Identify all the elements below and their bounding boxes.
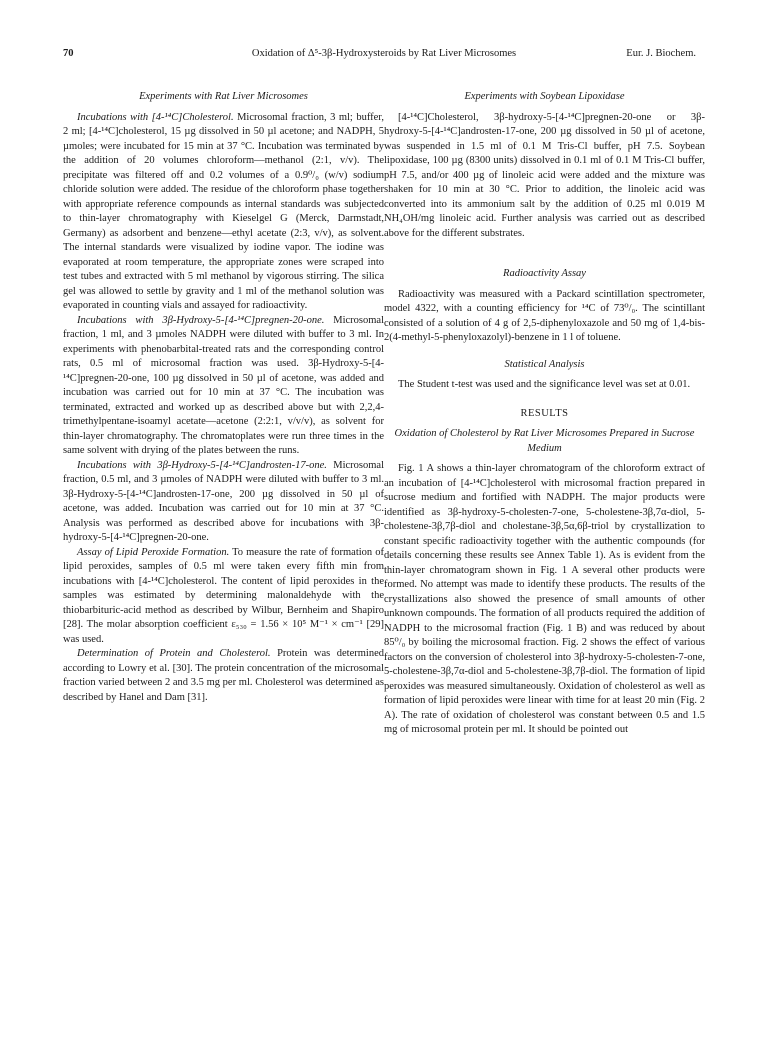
run-in-heading: Determination of Protein and Cholesterol. [77, 648, 271, 659]
section-heading-radioactivity: Radioactivity Assay [503, 268, 586, 279]
paragraph-statistics: The Student t-test was used and the significance level was set at 0.01. [398, 379, 691, 390]
left-column [63, 90, 384, 705]
paragraph-lipid-peroxide-assay [63, 546, 384, 648]
section-heading-oxidation: Oxidation of Cholesterol by Rat Liver Microsomes Prepared in Sucrose Medium [394, 428, 695, 454]
section-heading-statistics: Statistical Analysis [504, 358, 585, 370]
right-column [384, 90, 705, 738]
paragraph-text: Protein was determined according to Lowry et al. [30]. The protein concentration of the microsomal fraction varied between 2 and 3.5 mg per ml. Cholesterol was determined as described by Hanel and Dam [31]. [63, 648, 384, 703]
run-in-heading: Incubations with 3β-Hydroxy-5-[4-¹⁴C]pregnen-20-one. [77, 314, 325, 326]
paragraph-radioactivity: Radioactivity was measured with a Packard scintillation spectrometer, model 4322, with a counting efficiency for ¹⁴C of 73⁰/₀. The scintillant consisted of a solution of 4 g of 2,5-diphenyloxazole and 50 mg of 1,4-bis-2(4-methyl-5-phenyloxazolyl)-benzene in 1 l of toluene. [384, 288, 705, 343]
paragraph-oxidation: Fig. 1 A shows a thin-layer chromatogram of the chloroform extract of an incubation of [4-¹⁴C]cholesterol with microsomal fraction prepared in sucrose medium and fortified with NADPH. The major products were identified as 3β-hydroxy-5-cholesten-7-one, 5-cholestene-3β,7α-diol, 5-cholestene-3β,7β-diol and cholestane-3β,5α,6β-triol by crystallization to constant specific radioactivity together with the authentic compounds (for details concerning these results see Annex Table 1). As is evident from the thin-layer chromatogram shown in Fig. 1 A several other products were formed. No attempt was made to identify these products. The results of the crystallizations also showed the presence of small amounts of other unknown compounds. The formation of all products required the addition of NADPH to the microsomal fraction (Fig. 1 B) and was reduced by about 85⁰/₀ by boiling the microsomal fraction. Fig. 2 shows the effect of various factors on the conversion of cholesterol into 3β-hydroxy-5-cholesten-7-one, 5-cholestene-3β,7α-diol and 5-cholestene-3β,7β-diol. The formation of lipid peroxides was measured simultaneously. Oxidation of cholesterol as well as formation of lipid peroxides were linear with time for at least 20 min (Fig. 2 A). The rate of oxidation of cholesterol was constant between 0.5 and 1.5 mg of microsomal protein per ml. It should be pointed out [384, 463, 705, 735]
page-header [0, 48, 768, 64]
page-number: 70 [63, 48, 74, 59]
paragraph-text: Microsomal fraction, 3 ml; buffer, 2 ml; [4-¹⁴C]cholesterol, 15 µg dissolved in 50 µl acetone; and NADPH, 5 µmoles; were incubated for 15 min at 37 °C. Incubation was terminated by the addition of 20 volumes chloroform—methanol (2:1, v/v). The precipitate was filtered off and 0.2 volumes of a 0.9⁰/₀ (w/v) sodium chloride solution were added. The residue of the chloroform phase together with appropriate reference compounds as internal standards was subjected to thin-layer chromatography with Kieselgel G (Merck, Darmstadt, Germany) as adsorbent and benzene—ethyl acetate (2:3, v/v), as solvent. The internal standards were visualized by iodine vapor. The iodine was evaporated at room temperature, the appropriate zones were scraped into test tubes and extracted with 5 ml methanol by vigorous stirring. The silica gel was allowed to settle by gravity and 1 ml of the methanol solution was evaporated in counting vials and assayed for radioactivity. [63, 111, 384, 311]
paragraph-androstenone-incubation [63, 459, 384, 546]
journal-name: Eur. J. Biochem. [626, 48, 696, 59]
paragraph-soybean: [4-¹⁴C]Cholesterol, 3β-hydroxy-5-[4-¹⁴C]pregnen-20-one or 3β-hydroxy-5-[4-¹⁴C]androsten-17-one, 200 µg dissolved in 50 µl of acetone, was suspended in 1.5 ml of 0.1 M Tris-Cl buffer, pH 7.5. Soybean lipoxidase, 100 µg (8300 units) dissolved in 0.1 ml of 0.1 M Tris-Cl buffer, pH 7.5, and/or 400 µg of linoleic acid were added and the mixture was shaken for 10 min at 30 °C. Prior to addition, the linoleic acid was converted into its ammonium salt by the addition of 0.25 ml 0.019 M NH₄OH/mg linoleic acid. Further analysis was carried out as described above for the different substrates. [384, 111, 705, 239]
run-in-heading: Incubations with [4-¹⁴C]Cholesterol. [77, 111, 234, 123]
paragraph-cholesterol-incubation [63, 111, 384, 314]
paragraph-pregnenolone-incubation [63, 314, 384, 459]
paragraph-text: To measure the rate of formation of lipid peroxides, samples of 0.5 ml were taken every fifth min from incubations with [4-¹⁴C]cholesterol. The content of lipid peroxides in the samples was estimated by determining malonaldehyde with the thiobarbituric-acid method as described by Wilbur, Bernheim and Shapiro [28]. The molar absorption coefficient ε₅₃₀ = 1.56 × 10⁵ M⁻¹ × cm⁻¹ [29] was used. [63, 546, 385, 645]
running-title: Oxidation of Δ⁵-3β-Hydroxysteroids by Rat Liver Microsomes [251, 48, 517, 59]
section-heading-soybean: Experiments with Soybean Lipoxidase [464, 91, 625, 102]
paragraph-text: Microsomal fraction, 0.5 ml, and 3 µmoles of NADPH were diluted with buffer to 3 ml. 3β-Hydroxy-5-[4-¹⁴C]androsten-17-one, 200 µg dissolved in 50 µl of acetone, was added. Incubation was carried out for 10 min at 37 °C. Analysis was performed as described above for incubations with 3β-hydroxy-5-[4-¹⁴C]pregnen-20-one. [63, 459, 384, 543]
run-in-heading: Incubations with 3β-Hydroxy-5-[4-¹⁴C]androsten-17-one. [77, 459, 327, 471]
results-heading: RESULTS [520, 407, 569, 419]
section-heading-rat-liver: Experiments with Rat Liver Microsomes [139, 91, 308, 102]
run-in-heading: Assay of Lipid Peroxide Formation. [77, 546, 230, 558]
paragraph-protein-cholesterol [63, 647, 384, 705]
paragraph-text: Microsomal fraction, 1 ml, and 3 µmoles NADPH were diluted with buffer to 3 ml. In experiments with phenobarbital-treated rats and the corresponding control rats, 0.5 ml of microsomal fraction was used. 3β-Hydroxy-5-[4-¹⁴C]pregnen-20-one, 100 µg dissolved in 50 µl of acetone, was added and incubation was carried out for 10 min at 37 °C. The incubation was terminated, extracted and worked up as described above but with 2,2,4-trimethylpentane-isoamyl acetate—acetone (2:2:1, v/v/v), as solvent for thin-layer chromatography. The chromatoplates were run three times in the same solvent with drying of the plates between the runs. [63, 314, 384, 456]
